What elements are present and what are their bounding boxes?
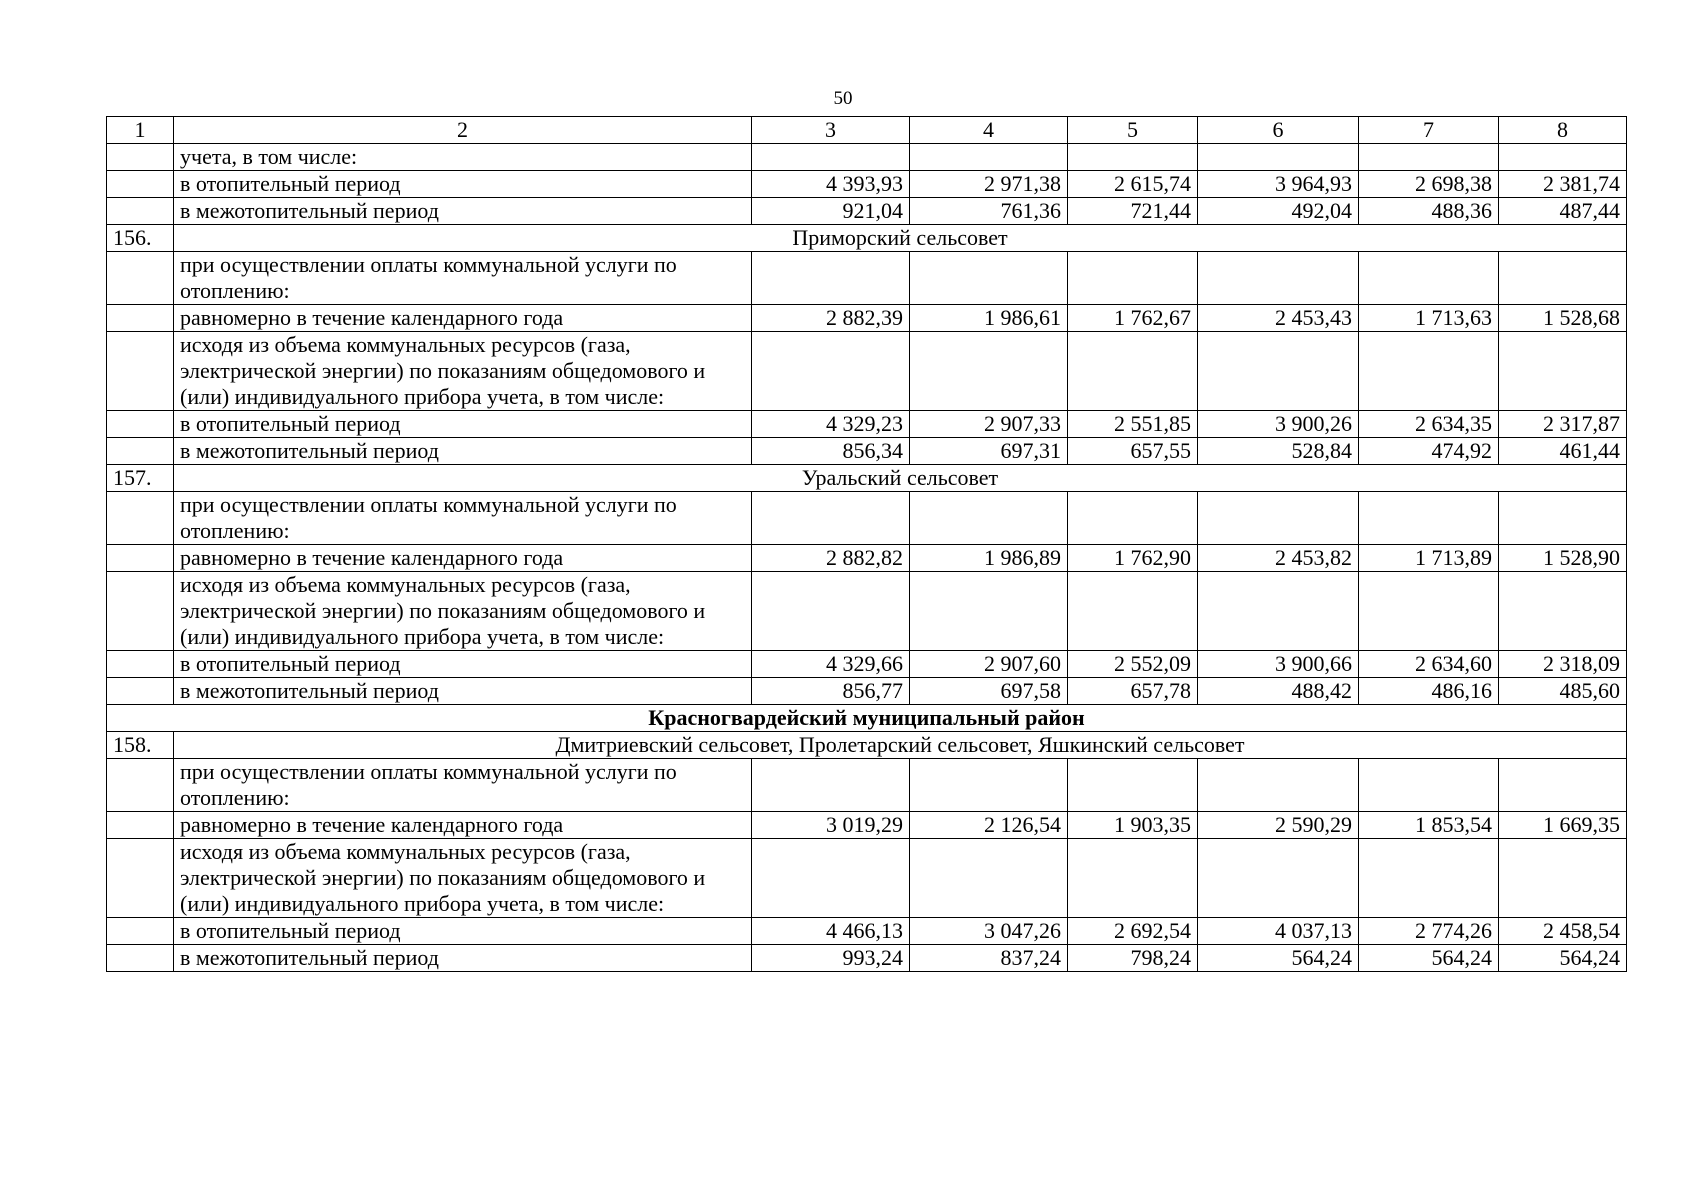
row-number-cell — [107, 171, 174, 198]
district-title-cell: Красногвардейский муниципальный район — [107, 705, 1627, 732]
value-cell: 4 329,66 — [752, 651, 910, 678]
value-cell — [1198, 572, 1359, 651]
value-cell: 856,34 — [752, 438, 910, 465]
value-cell — [1198, 839, 1359, 918]
value-cell — [910, 252, 1068, 305]
value-cell: 1 762,90 — [1068, 545, 1198, 572]
row-number-cell: 156. — [107, 225, 174, 252]
value-cell: 4 393,93 — [752, 171, 910, 198]
value-cell: 2 907,33 — [910, 411, 1068, 438]
value-cell: 2 126,54 — [910, 812, 1068, 839]
value-cell: 2 552,09 — [1068, 651, 1198, 678]
value-cell: 2 381,74 — [1499, 171, 1627, 198]
value-cell — [752, 572, 910, 651]
value-cell: 474,92 — [1359, 438, 1499, 465]
table-row — [107, 332, 1627, 411]
value-cell — [1499, 839, 1627, 918]
value-cell — [1499, 572, 1627, 651]
value-cell: 528,84 — [1198, 438, 1359, 465]
row-number-cell — [107, 492, 174, 545]
row-label-cell: учета, в том числе: — [174, 144, 752, 171]
row-number-cell — [107, 812, 174, 839]
value-cell: 2 882,82 — [752, 545, 910, 572]
row-number-cell — [107, 759, 174, 812]
value-cell: 485,60 — [1499, 678, 1627, 705]
value-cell: 461,44 — [1499, 438, 1627, 465]
value-cell: 721,44 — [1068, 198, 1198, 225]
table-row — [107, 305, 1627, 332]
table-row — [107, 144, 1627, 171]
row-number-cell — [107, 332, 174, 411]
value-cell: 2 882,39 — [752, 305, 910, 332]
header-cell: 2 — [174, 117, 752, 144]
table-row — [107, 171, 1627, 198]
section-title-cell: Приморский сельсовет — [174, 225, 1627, 252]
value-cell: 657,55 — [1068, 438, 1198, 465]
table-row — [107, 545, 1627, 572]
value-cell — [1068, 839, 1198, 918]
row-label-cell: при осуществлении оплаты коммунальной услуги по отоплению: — [174, 492, 752, 545]
value-cell: 2 453,43 — [1198, 305, 1359, 332]
table-row — [107, 438, 1627, 465]
value-cell: 1 669,35 — [1499, 812, 1627, 839]
table-row — [107, 411, 1627, 438]
value-cell — [752, 492, 910, 545]
section-title-cell: Уральский сельсовет — [174, 465, 1627, 492]
value-cell: 3 900,66 — [1198, 651, 1359, 678]
value-cell: 3 964,93 — [1198, 171, 1359, 198]
row-number-cell — [107, 438, 174, 465]
value-cell: 564,24 — [1499, 945, 1627, 972]
value-cell: 487,44 — [1499, 198, 1627, 225]
table-row — [107, 918, 1627, 945]
section-row — [107, 465, 1627, 492]
value-cell — [1499, 759, 1627, 812]
row-label-cell: при осуществлении оплаты коммунальной услуги по отоплению: — [174, 759, 752, 812]
value-cell: 4 466,13 — [752, 918, 910, 945]
value-cell: 2 971,38 — [910, 171, 1068, 198]
row-label-cell: в межотопительный период — [174, 198, 752, 225]
row-number-cell: 157. — [107, 465, 174, 492]
row-number-cell — [107, 678, 174, 705]
table-row — [107, 678, 1627, 705]
value-cell — [910, 572, 1068, 651]
value-cell: 4 037,13 — [1198, 918, 1359, 945]
value-cell: 993,24 — [752, 945, 910, 972]
value-cell — [1359, 144, 1499, 171]
row-number-cell — [107, 839, 174, 918]
table-row — [107, 651, 1627, 678]
row-number-cell: 158. — [107, 732, 174, 759]
tariff-table-body — [107, 117, 1627, 972]
value-cell: 492,04 — [1198, 198, 1359, 225]
row-label-cell: исходя из объема коммунальных ресурсов (газа, электрической энергии) по показаниям общедомового и (или) индивидуального прибора учета, в том числе: — [174, 332, 752, 411]
table-row — [107, 198, 1627, 225]
section-title-cell: Дмитриевский сельсовет, Пролетарский сельсовет, Яшкинский сельсовет — [174, 732, 1627, 759]
value-cell: 837,24 — [910, 945, 1068, 972]
table-row — [107, 252, 1627, 305]
value-cell: 1 713,89 — [1359, 545, 1499, 572]
value-cell — [910, 332, 1068, 411]
value-cell — [1359, 332, 1499, 411]
value-cell — [1359, 492, 1499, 545]
value-cell: 1 762,67 — [1068, 305, 1198, 332]
value-cell: 564,24 — [1198, 945, 1359, 972]
value-cell: 3 047,26 — [910, 918, 1068, 945]
table-row — [107, 759, 1627, 812]
value-cell — [1359, 759, 1499, 812]
value-cell: 2 590,29 — [1198, 812, 1359, 839]
row-label-cell: равномерно в течение календарного года — [174, 545, 752, 572]
row-label-cell: в отопительный период — [174, 171, 752, 198]
value-cell: 1 713,63 — [1359, 305, 1499, 332]
value-cell: 486,16 — [1359, 678, 1499, 705]
value-cell: 2 907,60 — [910, 651, 1068, 678]
value-cell: 488,42 — [1198, 678, 1359, 705]
table-row — [107, 492, 1627, 545]
table-row — [107, 812, 1627, 839]
row-number-cell — [107, 918, 174, 945]
value-cell: 2 692,54 — [1068, 918, 1198, 945]
value-cell: 3 900,26 — [1198, 411, 1359, 438]
header-cell: 6 — [1198, 117, 1359, 144]
value-cell: 1 853,54 — [1359, 812, 1499, 839]
value-cell: 2 317,87 — [1499, 411, 1627, 438]
row-label-cell: исходя из объема коммунальных ресурсов (газа, электрической энергии) по показаниям общедомового и (или) индивидуального прибора учета, в том числе: — [174, 572, 752, 651]
value-cell — [1198, 252, 1359, 305]
value-cell: 488,36 — [1359, 198, 1499, 225]
row-label-cell: исходя из объема коммунальных ресурсов (газа, электрической энергии) по показаниям общедомового и (или) индивидуального прибора учета, в том числе: — [174, 839, 752, 918]
section-row — [107, 732, 1627, 759]
row-label-cell: равномерно в течение календарного года — [174, 305, 752, 332]
value-cell — [752, 144, 910, 171]
value-cell — [752, 332, 910, 411]
value-cell — [752, 759, 910, 812]
value-cell: 798,24 — [1068, 945, 1198, 972]
value-cell — [910, 759, 1068, 812]
row-label-cell: в отопительный период — [174, 651, 752, 678]
value-cell — [1359, 572, 1499, 651]
value-cell: 2 458,54 — [1499, 918, 1627, 945]
section-row — [107, 225, 1627, 252]
value-cell — [1499, 332, 1627, 411]
row-number-cell — [107, 411, 174, 438]
value-cell — [910, 839, 1068, 918]
table-row — [107, 839, 1627, 918]
value-cell: 2 551,85 — [1068, 411, 1198, 438]
row-label-cell: в межотопительный период — [174, 678, 752, 705]
row-number-cell — [107, 198, 174, 225]
value-cell — [1198, 492, 1359, 545]
header-cell: 3 — [752, 117, 910, 144]
table-row — [107, 572, 1627, 651]
value-cell: 2 453,82 — [1198, 545, 1359, 572]
page-number: 50 — [833, 88, 853, 109]
value-cell — [1499, 144, 1627, 171]
value-cell — [1198, 144, 1359, 171]
row-label-cell: в отопительный период — [174, 918, 752, 945]
row-number-cell — [107, 144, 174, 171]
value-cell: 1 903,35 — [1068, 812, 1198, 839]
value-cell: 856,77 — [752, 678, 910, 705]
tariff-table — [106, 116, 1627, 972]
value-cell — [1068, 252, 1198, 305]
value-cell — [1499, 492, 1627, 545]
value-cell — [910, 144, 1068, 171]
table-row — [107, 945, 1627, 972]
value-cell: 1 986,89 — [910, 545, 1068, 572]
value-cell — [1068, 572, 1198, 651]
row-number-cell — [107, 945, 174, 972]
value-cell: 697,31 — [910, 438, 1068, 465]
value-cell: 2 318,09 — [1499, 651, 1627, 678]
row-number-cell — [107, 305, 174, 332]
row-label-cell: в отопительный период — [174, 411, 752, 438]
value-cell — [752, 252, 910, 305]
table-header-row — [107, 117, 1627, 144]
value-cell: 2 634,35 — [1359, 411, 1499, 438]
value-cell — [1068, 759, 1198, 812]
value-cell — [1359, 839, 1499, 918]
value-cell — [1198, 332, 1359, 411]
value-cell: 1 986,61 — [910, 305, 1068, 332]
header-cell: 5 — [1068, 117, 1198, 144]
value-cell: 697,58 — [910, 678, 1068, 705]
value-cell — [1499, 252, 1627, 305]
header-cell: 8 — [1499, 117, 1627, 144]
value-cell — [752, 839, 910, 918]
value-cell — [1198, 759, 1359, 812]
header-cell: 4 — [910, 117, 1068, 144]
value-cell: 4 329,23 — [752, 411, 910, 438]
row-number-cell — [107, 651, 174, 678]
value-cell — [1068, 144, 1198, 171]
value-cell: 657,78 — [1068, 678, 1198, 705]
value-cell: 921,04 — [752, 198, 910, 225]
row-label-cell: равномерно в течение календарного года — [174, 812, 752, 839]
row-number-cell — [107, 545, 174, 572]
row-label-cell: в межотопительный период — [174, 945, 752, 972]
value-cell: 2 634,60 — [1359, 651, 1499, 678]
value-cell — [1359, 252, 1499, 305]
value-cell: 2 698,38 — [1359, 171, 1499, 198]
value-cell: 3 019,29 — [752, 812, 910, 839]
header-cell: 7 — [1359, 117, 1499, 144]
row-label-cell: при осуществлении оплаты коммунальной услуги по отоплению: — [174, 252, 752, 305]
row-label-cell: в межотопительный период — [174, 438, 752, 465]
value-cell: 761,36 — [910, 198, 1068, 225]
value-cell — [910, 492, 1068, 545]
value-cell: 2 615,74 — [1068, 171, 1198, 198]
value-cell: 1 528,68 — [1499, 305, 1627, 332]
row-number-cell — [107, 252, 174, 305]
value-cell: 564,24 — [1359, 945, 1499, 972]
value-cell — [1068, 332, 1198, 411]
value-cell — [1068, 492, 1198, 545]
value-cell: 2 774,26 — [1359, 918, 1499, 945]
header-cell: 1 — [107, 117, 174, 144]
district-row — [107, 705, 1627, 732]
value-cell: 1 528,90 — [1499, 545, 1627, 572]
row-number-cell — [107, 572, 174, 651]
